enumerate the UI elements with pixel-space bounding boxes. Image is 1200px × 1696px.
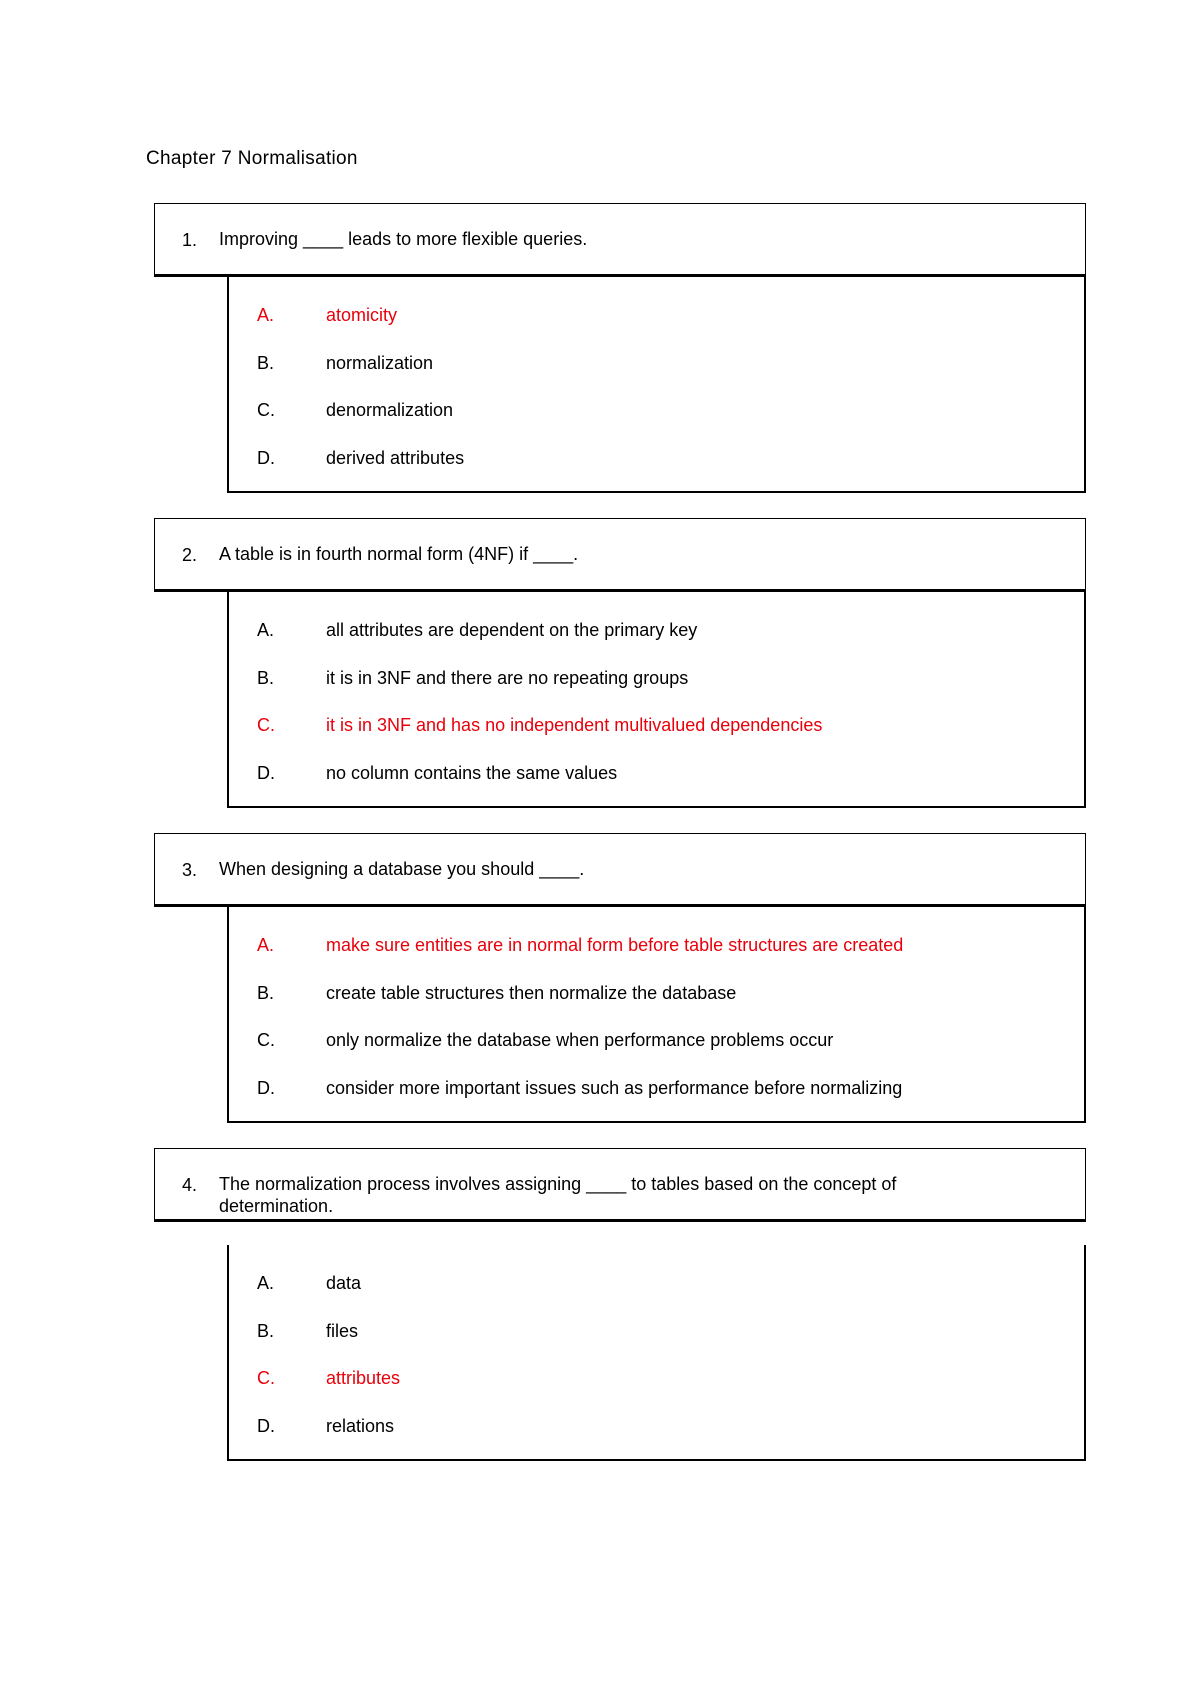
option-text: only normalize the database when performance problems occur <box>326 1030 834 1050</box>
option-letter: C. <box>257 715 275 735</box>
option-letter: D. <box>257 1416 275 1436</box>
option-text: files <box>326 1321 359 1341</box>
question-number: 3. <box>182 860 198 880</box>
option-letter: C. <box>257 400 275 420</box>
question-4-header <box>154 1148 1086 1222</box>
option-text: no column contains the same values <box>326 763 618 783</box>
option-d[interactable] <box>229 446 1084 470</box>
option-letter: A. <box>257 935 275 955</box>
question-text: When designing a database you should ____. <box>219 859 585 879</box>
option-text: all attributes are dependent on the primary key <box>326 620 698 640</box>
option-letter: B. <box>257 668 275 688</box>
option-text: derived attributes <box>326 448 465 468</box>
option-c[interactable] <box>229 398 1084 422</box>
option-a[interactable] <box>229 933 1084 957</box>
option-text: denormalization <box>326 400 454 420</box>
question-number: 1. <box>182 230 198 250</box>
option-text: attributes <box>326 1368 401 1388</box>
question-2-header <box>154 518 1086 592</box>
option-text: normalization <box>326 353 434 373</box>
option-text: create table structures then normalize the database <box>326 983 737 1003</box>
option-text: consider more important issues such as performance before normalizing <box>326 1078 903 1098</box>
option-c[interactable] <box>229 713 1084 737</box>
question-text: Improving ____ leads to more flexible queries. <box>219 229 588 249</box>
question-number: 4. <box>182 1175 198 1195</box>
option-a[interactable] <box>229 303 1084 327</box>
option-c[interactable] <box>229 1366 1084 1390</box>
option-text: atomicity <box>326 305 398 325</box>
option-text: data <box>326 1273 362 1293</box>
option-letter: D. <box>257 448 275 468</box>
question-1-options <box>227 277 1086 493</box>
option-letter: D. <box>257 763 275 783</box>
question-text: A table is in fourth normal form (4NF) if ____. <box>219 544 579 564</box>
option-text: make sure entities are in normal form before table structures are created <box>326 935 904 955</box>
option-b[interactable] <box>229 1319 1084 1343</box>
option-b[interactable] <box>229 666 1084 690</box>
option-b[interactable] <box>229 351 1084 375</box>
question-number: 2. <box>182 545 198 565</box>
option-d[interactable] <box>229 761 1084 785</box>
question-2-options <box>227 592 1086 808</box>
option-a[interactable] <box>229 618 1084 642</box>
option-letter: A. <box>257 620 275 640</box>
option-d[interactable] <box>229 1414 1084 1438</box>
option-letter: D. <box>257 1078 275 1098</box>
option-c[interactable] <box>229 1028 1084 1052</box>
option-b[interactable] <box>229 981 1084 1005</box>
option-d[interactable] <box>229 1076 1084 1100</box>
question-1-header <box>154 203 1086 277</box>
question-text: The normalization process involves assigning ____ to tables based on the concept of determination. <box>219 1174 897 1216</box>
question-3-options <box>227 907 1086 1123</box>
option-text: it is in 3NF and there are no repeating groups <box>326 668 689 688</box>
option-letter: A. <box>257 1273 275 1293</box>
option-letter: B. <box>257 353 275 373</box>
question-4-options <box>227 1245 1086 1461</box>
option-text: relations <box>326 1416 395 1436</box>
option-letter: B. <box>257 1321 275 1341</box>
option-a[interactable] <box>229 1271 1084 1295</box>
question-3-header <box>154 833 1086 907</box>
option-letter: A. <box>257 305 275 325</box>
option-letter: B. <box>257 983 275 1003</box>
page-title: Chapter 7 Normalisation <box>146 148 358 169</box>
option-letter: C. <box>257 1368 275 1388</box>
option-text: it is in 3NF and has no independent multivalued dependencies <box>326 715 823 735</box>
option-letter: C. <box>257 1030 275 1050</box>
